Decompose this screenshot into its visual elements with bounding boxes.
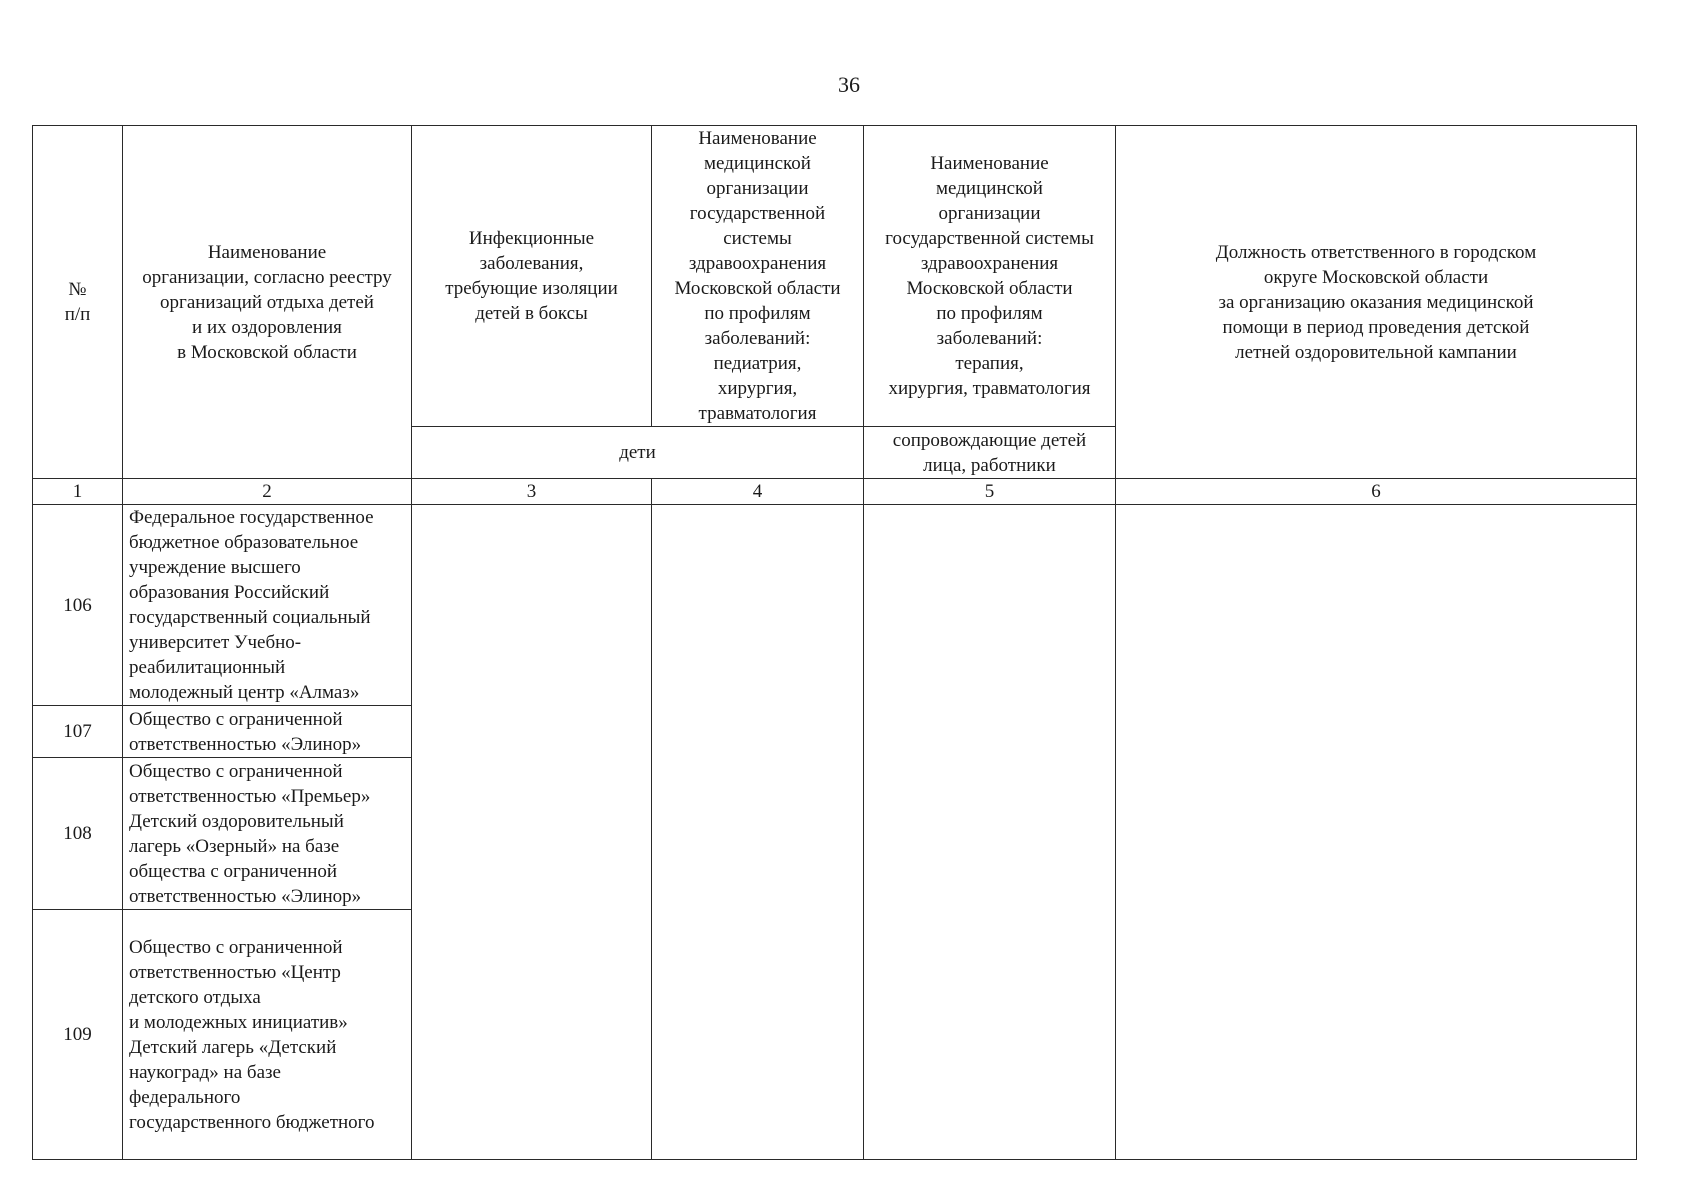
header-org-name: Наименование организации, согласно реестру организаций отдыха детей и их оздоровления в Московской области	[123, 126, 412, 479]
header-row	[33, 126, 1637, 427]
column-number: 1	[33, 479, 123, 505]
infections-cell	[412, 505, 652, 1160]
med-org-children-cell	[652, 505, 864, 1160]
header-responsible: Должность ответственного в городском округе Московской области за организацию оказания медицинской помощи в период проведения детской летней оздоровительной кампании	[1116, 126, 1637, 479]
page-number: 36	[838, 72, 860, 97]
header-number: № п/п	[33, 126, 123, 479]
organization-name: Общество с ограниченной ответственностью «Премьер» Детский оздоровительный лагерь «Озерный» на базе общества с ограниченной ответственностью «Элинор»	[123, 758, 412, 910]
responsible-cell	[1116, 505, 1637, 1160]
organization-name: Общество с ограниченной ответственностью «Центр детского отдыха и молодежных инициатив» Детский лагерь «Детский наукоград» на базе федерального государственного бюджетного	[123, 910, 412, 1160]
column-number: 3	[412, 479, 652, 505]
organization-name: Общество с ограниченной ответственностью «Элинор»	[123, 706, 412, 758]
header-infections: Инфекционные заболевания, требующие изоляции детей в боксы	[412, 126, 652, 427]
column-number: 4	[652, 479, 864, 505]
column-number: 6	[1116, 479, 1637, 505]
table-row	[33, 505, 1637, 706]
med-org-adults-cell	[864, 505, 1116, 1160]
column-numbers-row	[33, 479, 1637, 505]
row-number: 108	[33, 758, 123, 910]
organizations-table	[32, 125, 1637, 1160]
column-number: 5	[864, 479, 1116, 505]
subheader-adults: сопровождающие детей лица, работники	[864, 427, 1116, 479]
column-number: 2	[123, 479, 412, 505]
organization-name: Федеральное государственное бюджетное образовательное учреждение высшего образования Российский государственный социальный университет Учебно- реабилитационный молодежный центр «Алмаз»	[123, 505, 412, 706]
row-number: 106	[33, 505, 123, 706]
subheader-children: дети	[412, 427, 864, 479]
row-number: 107	[33, 706, 123, 758]
row-number: 109	[33, 910, 123, 1160]
header-med-org-adults: Наименование медицинской организации государственной системы здравоохранения Московской области по профилям заболеваний: терапия, хирургия, травматология	[864, 126, 1116, 427]
header-med-org-children: Наименование медицинской организации государственной системы здравоохранения Московской области по профилям заболеваний: педиатрия, хирургия, травматология	[652, 126, 864, 427]
